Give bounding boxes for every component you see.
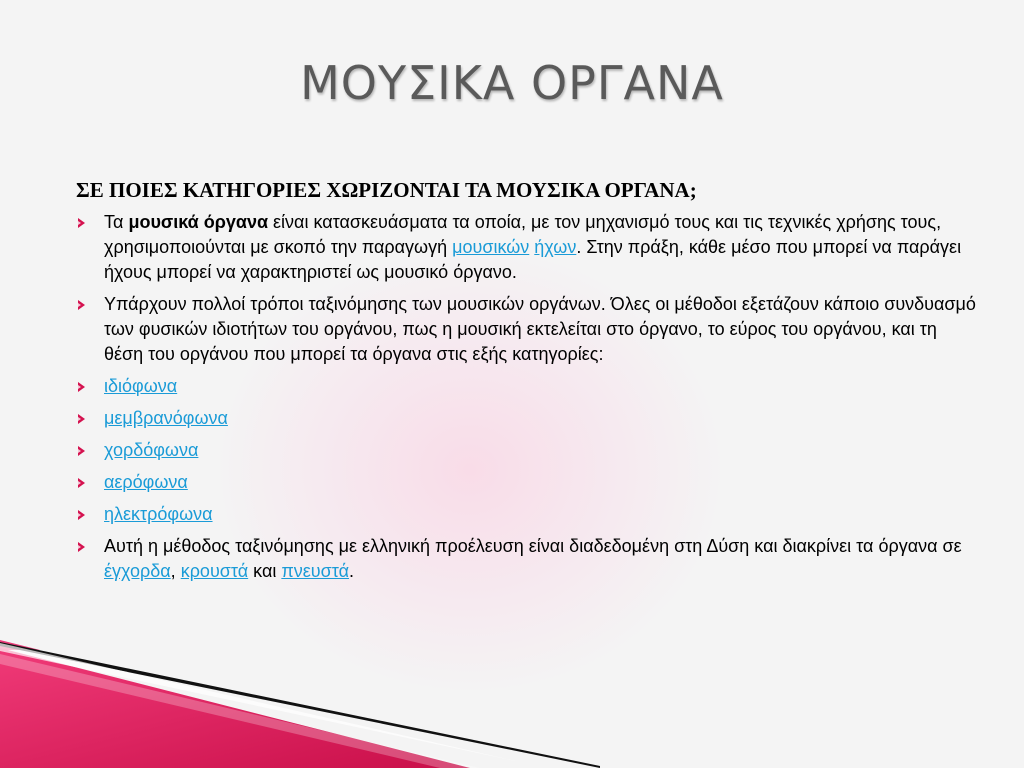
bold-term: μουσικά όργανα — [128, 212, 269, 232]
link-chordofona[interactable]: χορδόφωνα — [104, 440, 199, 460]
link-mousikon[interactable]: μουσικών — [452, 237, 530, 257]
link-membranofona[interactable]: μεμβρανόφωνα — [104, 408, 228, 428]
list-item-category — [76, 374, 976, 399]
list-item-definition: Τα μουσικά όργανα είναι κατασκευάσματα τα οποία, με τον μηχανισμό τους και τις τεχνικές χρήσης τους, χρησιμοποιούνται με σκοπό την παραγωγή μουσικών ήχων. Στην πράξη, κάθε μέσο που μπορεί να παράγει ήχους μπορεί να χαρακτηριστεί ως μουσικό όργανο. — [76, 210, 976, 285]
bullet-arrow-icon — [78, 382, 85, 392]
link-ilektrofona[interactable]: ηλεκτρόφωνα — [104, 504, 213, 524]
bullet-arrow-icon — [78, 542, 85, 552]
list-item-category — [76, 438, 976, 463]
bullet-arrow-icon — [78, 510, 85, 520]
list-item-category — [76, 470, 976, 495]
list-item-category — [76, 502, 976, 527]
bullet-arrow-icon — [78, 414, 85, 424]
bullet-arrow-icon — [78, 300, 85, 310]
list-item-classification: Υπάρχουν πολλοί τρόποι ταξινόμησης των μουσικών οργάνων. Όλες οι μέθοδοι εξετάζουν κάποιο συνδυασμό των φυσικών ιδιοτήτων του οργάνου, πως η μουσική εκτελείται στο όργανο, το εύρος του οργάνου, και τη θέση του οργάνου που μπορεί τα όργανα στις εξής κατηγορίες: — [76, 292, 976, 367]
bullet-list — [76, 210, 976, 591]
bullet-arrow-icon — [78, 218, 85, 228]
list-item-western-method: Αυτή η μέθοδος ταξινόμησης με ελληνική προέλευση είναι διαδεδομένη στη Δύση και διακρίνει τα όργανα σε έγχορδα, κρουστά και πνευστά. — [76, 534, 976, 584]
link-egchorda[interactable]: έγχορδα — [104, 561, 171, 581]
link-aerofona[interactable]: αερόφωνα — [104, 472, 188, 492]
link-idiofona[interactable]: ιδιόφωνα — [104, 376, 178, 396]
decorative-corner-swoosh — [0, 640, 1024, 768]
bullet-arrow-icon — [78, 446, 85, 456]
list-item-category — [76, 406, 976, 431]
slide-heading: ΣΕ ΠΟΙΕΣ ΚΑΤΗΓΟΡΙΕΣ ΧΩΡΙΖΟΝΤΑΙ ΤΑ ΜΟΥΣΙΚΑ ΟΡΓΑΝΑ; — [76, 178, 697, 202]
slide-title: ΜΟΥΣΙΚΑ ΟΡΓΑΝΑ — [300, 56, 724, 110]
link-ichon[interactable]: ήχων — [534, 237, 577, 257]
link-pneustá[interactable]: πνευστά — [281, 561, 350, 581]
link-kroustá[interactable]: κρουστά — [180, 561, 249, 581]
bullet-arrow-icon — [78, 478, 85, 488]
